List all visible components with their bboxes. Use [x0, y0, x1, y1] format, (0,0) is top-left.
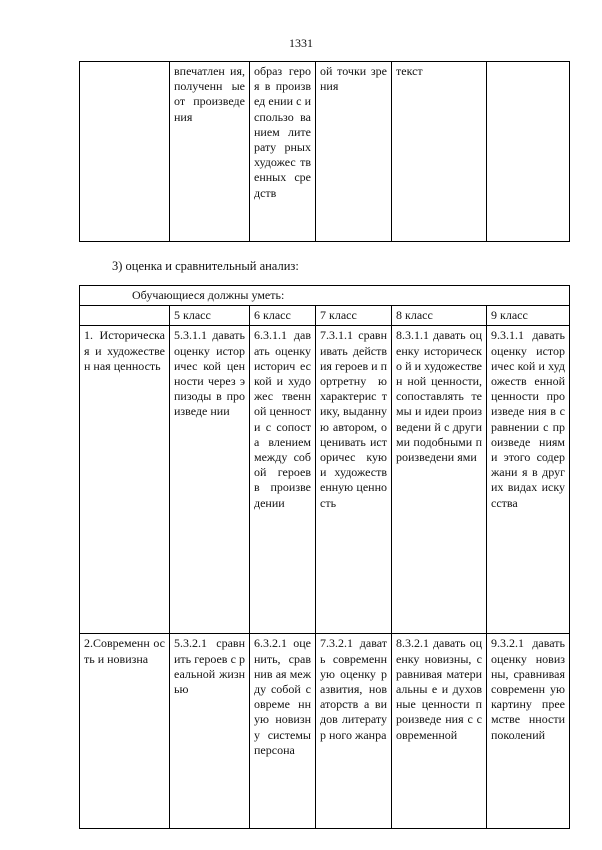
grade-header: 7 класс	[316, 306, 392, 326]
table-cell: 7.3.2.1 давать современн ую оценку развития, новаторств а видов литератур ного жанра	[316, 634, 392, 829]
table-cell	[487, 62, 570, 242]
table-cell: текст	[392, 62, 487, 242]
table-cell: 7.3.1.1 сравнивать действия героев и портретну ю характерис тику, выданную автором, оценивать историчес кую и художеств енную ценность	[316, 326, 392, 634]
page-number: 1331	[289, 36, 313, 50]
top-table-fragment	[79, 61, 570, 242]
section-caption: 3) оценка и сравнительный анализ:	[112, 259, 299, 273]
table-cell: впечатлен ия, полученн ые от произведе ния	[170, 62, 250, 242]
table-row	[80, 62, 570, 242]
grade-header: 5 класс	[170, 306, 250, 326]
row-label: 1. Историческа я и художествен ная ценность	[80, 326, 170, 634]
table-cell: образ героя в произвед ении с использо ванием литерату рных художес твенных средств	[250, 62, 316, 242]
table-cell: 9.3.1.1 давать оценку историчес кой и художеств енной ценности произведе ния в сравнении с произведе ниями этого содержани я в других видах искусства	[487, 326, 570, 634]
assessment-table	[79, 285, 570, 829]
grades-row	[80, 306, 570, 326]
table-row	[80, 326, 570, 634]
table-cell: 5.3.2.1 сравнить героев с реальной жизнью	[170, 634, 250, 829]
table-cell: 8.3.2.1 давать оценку новизны, сравнивая материальны е и духовные ценности произведе ния с современной	[392, 634, 487, 829]
grade-header: 6 класс	[250, 306, 316, 326]
table-cell	[80, 306, 170, 326]
table-header: Обучающиеся должны уметь:	[80, 286, 570, 306]
table-header-row	[80, 286, 570, 306]
table-cell	[80, 62, 170, 242]
table-cell: 9.3.2.1 давать оценку новизны, сравнивая современн ую картину преемстве нности поколений	[487, 634, 570, 829]
grade-header: 8 класс	[392, 306, 487, 326]
table-cell: 6.3.2.1 оценить, сравнив ая между собой совреме нную новизну системы персона	[250, 634, 316, 829]
grade-header: 9 класс	[487, 306, 570, 326]
table-cell: 8.3.1.1 давать оценку историческо й и художествен ной ценности, сопоставлять темы и идеи произведени й с другими подобными произведени ями	[392, 326, 487, 634]
table-cell: ой точки зрения	[316, 62, 392, 242]
table-row	[80, 634, 570, 829]
table-cell: 6.3.1.1 давать оценку историч еской и художес твенной ценност и с сопоста влением между собой героев в произве дении	[250, 326, 316, 634]
table-cell: 5.3.1.1 давать оценку историчес кой ценности через эпизоды в произведе нии	[170, 326, 250, 634]
row-label: 2.Современн ость и новизна	[80, 634, 170, 829]
